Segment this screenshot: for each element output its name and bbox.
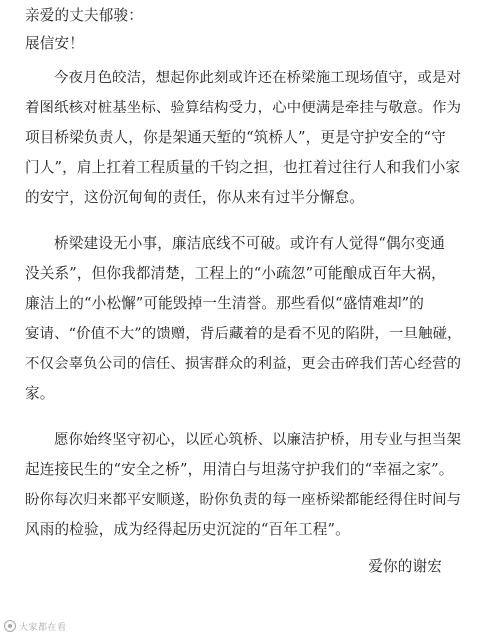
- paragraph-2-line-5: 不仅会辜负公司的信任、损害群众的利益，更会击碎我们苦心经营的: [25, 356, 462, 372]
- signature: 爱你的谢宏: [368, 558, 442, 575]
- salutation: 亲爱的丈夫郁骏：: [25, 7, 143, 24]
- greeting: 展信安！: [25, 35, 84, 52]
- camera-logo-icon: [4, 620, 16, 632]
- paragraph-1-line-4: 门人”，肩上扛着工程质量的千钧之担，也扛着过往行人和我们小家: [25, 159, 461, 176]
- paragraph-2-line-1: 桥梁建设无小事，廉洁底线不可破。或许有人觉得“偶尔变通: [54, 235, 445, 252]
- paragraph-3-line-2: 起连接民生的“安全之桥”，用清白与坦荡守护我们的“幸福之家”。: [25, 461, 454, 478]
- paragraph-2-line-4: 宴请、“价值不大”的馈赠，背后藏着的是看不见的陷阱，一旦触碰，: [25, 326, 462, 342]
- paragraph-1-line-2: 着图纸核对桩基坐标、验算结构受力，心中便满是牵挂与敬意。作为: [25, 100, 462, 116]
- paragraph-3-line-3: 盼你每次归来都平安顺遂，盼你负责的每一座桥梁都能经得住时间与: [25, 492, 462, 508]
- watermark: [4, 618, 67, 634]
- paragraph-2-line-6: 家。: [25, 385, 55, 402]
- paragraph-2-line-2: 没关系”，但你我都清楚，工程上的“小疏忽”可能酿成百年大祸，: [25, 265, 446, 282]
- watermark-text: 大家都在看: [19, 622, 67, 633]
- paragraph-3-line-1: 愿你始终坚守初心，以匠心筑桥、以廉洁护桥，用专业与担当架: [54, 432, 462, 448]
- paragraph-2-line-3: 廉洁上的“小松懈”可能毁掉一生清誉。那些看似“盛情难却”的: [25, 295, 425, 312]
- paragraph-1-line-5: 的安宁，这份沉甸甸的责任，你从来有过半分懈怠。: [25, 189, 365, 206]
- paragraph-1-line-3: 项目桥梁负责人，你是架通天堑的“筑桥人”，更是守护安全的“守: [25, 129, 446, 146]
- paragraph-1-line-1: 今夜月色皎洁，想起你此刻或许还在桥梁施工现场值守，或是对: [54, 70, 462, 86]
- paragraph-3-line-4: 风雨的检验，成为经得起历史沉淀的“百年工程”。: [25, 521, 350, 538]
